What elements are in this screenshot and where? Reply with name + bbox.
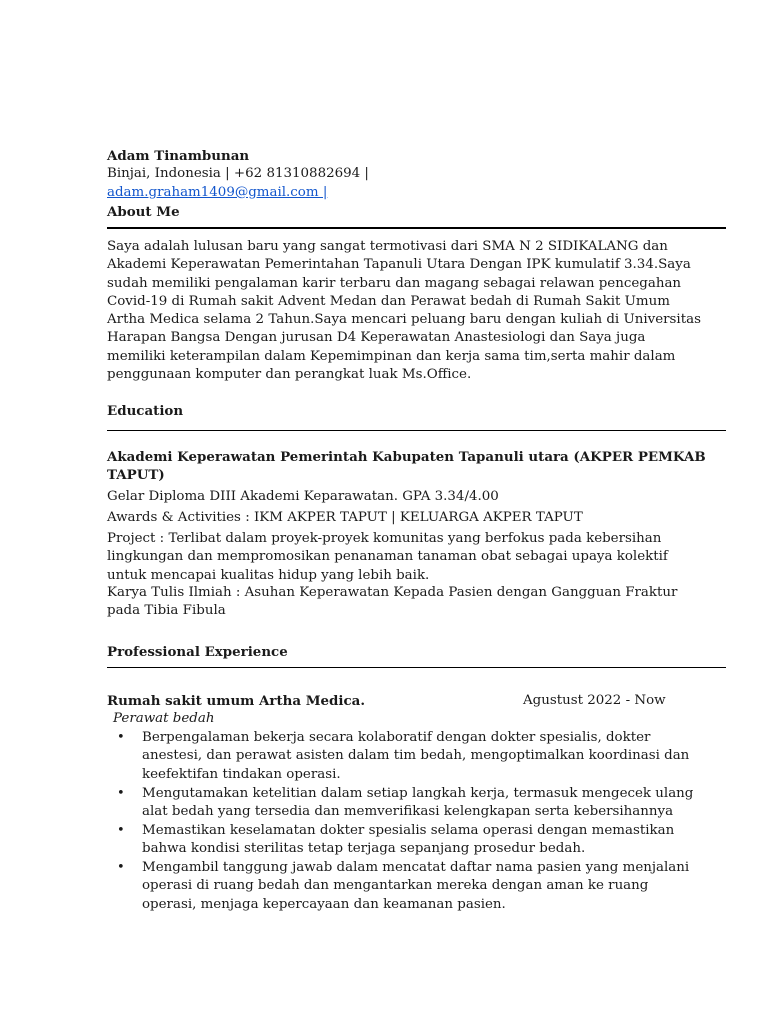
education-thesis (107, 584, 678, 621)
experience-bullet (142, 729, 690, 784)
bullet-line: alat bedah yang tersedia dan memverifikasi kelengkapan serta kebersihannya (142, 804, 674, 820)
bullet-line: keefektifan tindakan operasi. (142, 766, 341, 782)
about-line: Akademi Keperawatan Pemerintahan Tapanuli Utara Dengan IPK kumulatif 3.34.Saya (107, 257, 691, 273)
bullet-marker: • (117, 860, 125, 875)
project-line: lingkungan dan mempromosikan penanaman tanaman obat sebagai upaya kolektif (107, 549, 668, 565)
about-line: Covid-19 di Rumah sakit Advent Medan dan Perawat bedah di Rumah Sakit Umum (107, 293, 670, 309)
experience-bullet (142, 859, 690, 914)
project-line: untuk mencapai kualitas hidup yang lebih baik. (107, 567, 430, 583)
bullet-line: Mengutamakan ketelitian dalam setiap langkah kerja, termasuk mengecek ulang (142, 786, 694, 801)
about-line: Saya adalah lulusan baru yang sangat termotivasi dari SMA N 2 SIDIKALANG dan (107, 239, 668, 254)
experience-heading: Professional Experience (107, 644, 288, 660)
bullet-marker: • (117, 730, 125, 745)
institution-line: TAPUT) (107, 467, 165, 484)
experience-bullet (142, 785, 694, 822)
bullet-line: Berpengalaman bekerja secara kolaboratif dengan dokter spesialis, dokter (142, 730, 651, 745)
employment-period: Agustust 2022 - Now (523, 693, 666, 708)
candidate-name: Adam Tinambunan (107, 148, 250, 164)
bullet-line: operasi di ruang bedah dan mengantarkan mereka dengan aman ke ruang (142, 878, 649, 894)
education-institution (107, 448, 706, 485)
about-line: Artha Medica selama 2 Tahun.Saya mencari peluang baru dengan kuliah di Universitas (107, 312, 701, 328)
about-line: penggunaan komputer dan perangkat luak Ms.Office. (107, 367, 472, 383)
thesis-line: Karya Tulis Ilmiah : Asuhan Keperawatan Kepada Pasien dengan Gangguan Fraktur (107, 585, 678, 600)
contact-line: Binjai, Indonesia | +62 81310882694 | (107, 166, 369, 181)
bullet-marker: • (117, 823, 125, 838)
about-divider (107, 227, 726, 229)
bullet-line: Memastikan keselamatan dokter spesialis selama operasi dengan memastikan (142, 823, 675, 838)
email-link[interactable]: adam.graham1409@gmail.com | (107, 185, 328, 200)
education-heading: Education (107, 403, 184, 419)
employer-name: Rumah sakit umum Artha Medica. (107, 693, 365, 709)
education-divider (107, 430, 726, 431)
about-heading: About Me (107, 204, 180, 220)
institution-line: Akademi Keperawatan Pemerintah Kabupaten Tapanuli utara (AKPER PEMKAB (107, 449, 706, 465)
job-role: Perawat bedah (113, 711, 215, 726)
bullet-line: operasi, menjaga kepercayaan dan keamanan pasien. (142, 896, 506, 912)
bullet-line: bahwa kondisi sterilitas tetap terjaga sepanjang prosedur bedah. (142, 841, 586, 857)
about-line: Harapan Bangsa Dengan jurusan D4 Keperawatan Anastesiologi dan Saya juga (107, 330, 646, 346)
about-line: memiliki keterampilan dalam Kepemimpinan dan kerja sama tim,serta mahir dalam (107, 348, 676, 364)
about-line: sudah memiliki pengalaman karir terbaru dan magang sebagai relawan pencegahan (107, 275, 682, 291)
bullet-line: anestesi, dan perawat asisten dalam tim bedah, mengoptimalkan koordinasi dan (142, 748, 690, 764)
project-line: Project : Terlibat dalam proyek-proyek komunitas yang berfokus pada kebersihan (107, 531, 662, 546)
about-paragraph (107, 238, 701, 384)
education-degree: Gelar Diploma DIII Akademi Keparawatan. GPA 3.34/4.00 (107, 489, 499, 504)
experience-divider (107, 667, 726, 668)
bullet-line: Mengambil tanggung jawab dalam mencatat daftar nama pasien yang menjalani (142, 860, 690, 875)
education-project (107, 530, 667, 585)
education-awards: Awards & Activities : IKM AKPER TAPUT | KELUARGA AKPER TAPUT (107, 510, 583, 525)
thesis-line: pada Tibia Fibula (107, 603, 226, 619)
experience-bullet (142, 822, 675, 859)
bullet-marker: • (117, 786, 125, 801)
